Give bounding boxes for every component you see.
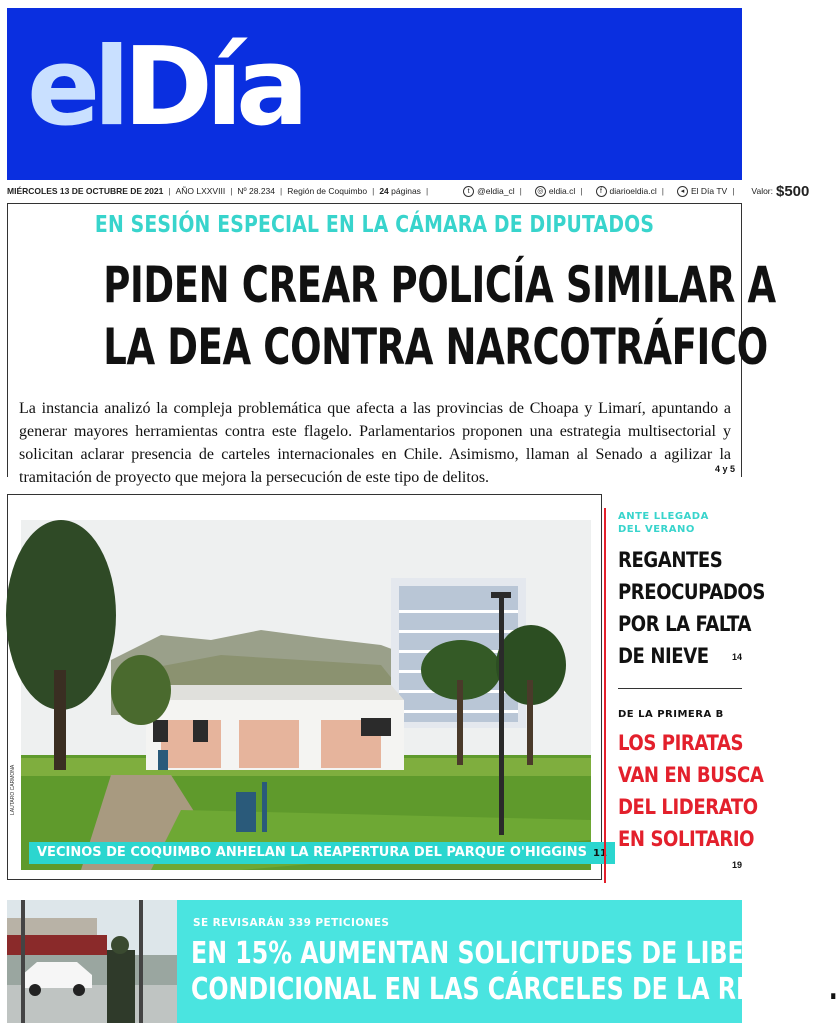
photo-story[interactable] [7, 494, 607, 880]
masthead [7, 8, 742, 180]
bottom-title-line-1: EN 15% AUMENTAN SOLICITUDES DE LIBERTAD [191, 936, 814, 971]
sidebar-title-2c: DEL LIDERATO [618, 795, 758, 819]
headline-line-1: PIDEN CREAR POLICÍA SIMILAR A [103, 256, 776, 314]
sidebar-title-1a: REGANTES [618, 548, 723, 572]
sidebar-kicker-2: DE LA PRIMERA B [618, 709, 724, 720]
lead-body: La instancia analizó la compleja problemática que afecta a las provincias de Choapa y Limarí, apuntando a generar mayores herramientas contra este flagelo. Parlamentarios proponen una estrategia multisectorial y solicitan aclarar presencia de carteles internacionales en Chile. Asimismo, llaman al Senado a agilizar la tramitación de proyecto que mejora la persecución de este tipo de delitos. [19, 400, 731, 486]
photo-caption-page: 11 [593, 848, 607, 859]
bottom-title-line-2-text: CONDICIONAL EN LAS CÁRCELES DE LA REGIÓN [191, 972, 821, 1007]
newspaper-logo[interactable] [27, 25, 302, 150]
lead-pages-ref: 4 y 5 [714, 464, 735, 474]
logo-el: el [27, 25, 124, 150]
twitter-icon: t [463, 186, 474, 197]
facebook-icon: f [596, 186, 607, 197]
photo-caption-text: VECINOS DE COQUIMBO ANHELAN LA REAPERTURA DEL PARQUE O'HIGGINS [37, 845, 587, 860]
sidebar-story-piratas[interactable] [618, 708, 787, 873]
sidebar-page-2: 19 [731, 860, 742, 870]
pages-count: 24 [379, 186, 389, 196]
prison-photo [7, 900, 177, 1023]
facebook-link[interactable] [596, 186, 657, 197]
sidebar-divider [618, 688, 742, 689]
bottom-story[interactable] [7, 900, 838, 1023]
price-label: Valor: [751, 186, 773, 196]
speaker-icon: ◂ [677, 186, 688, 197]
edition-region: Región de Coquimbo [287, 186, 368, 196]
sidebar-title-1c: POR LA FALTA [618, 612, 752, 636]
sidebar-kicker-1a: ANTE LLEGADA [618, 511, 709, 522]
sidebar-title-2b: VAN EN BUSCA [618, 763, 764, 787]
sidebar-kicker-1b: DEL VERANO [618, 524, 695, 535]
photo-credit: LAUTARO CARMONA [10, 764, 16, 815]
edition-date: MIÉRCOLES 13 DE OCTUBRE DE 2021 [7, 186, 164, 196]
pages-label: páginas [391, 186, 421, 196]
lead-kicker: EN SESIÓN ESPECIAL EN LA CÁMARA DE DIPUTADOS [94, 212, 655, 238]
sidebar-title-2d: EN SOLITARIO [618, 827, 755, 851]
headline-line-2: LA DEA CONTRA NARCOTRÁFICO [103, 318, 768, 376]
bottom-title-line-2: CONDICIONAL EN LAS CÁRCELES DE LA REGIÓN . [191, 972, 838, 1007]
sidebar-page-1: 14 [731, 652, 742, 662]
price: $500 [776, 182, 810, 200]
twitter-link[interactable] [463, 186, 514, 197]
instagram-handle: eldia.cl [548, 186, 576, 196]
park-photo [21, 520, 607, 870]
lead-headline[interactable] [8, 254, 776, 378]
twitter-handle: @eldia_cl [477, 186, 515, 196]
edition-year: AÑO LXXVIII [175, 186, 226, 196]
edition-number: Nº 28.234 [237, 186, 276, 196]
edition-info-bar: MIÉRCOLES 13 DE OCTUBRE DE 2021 | AÑO LXXVIII | Nº 28.234 | Región de Coquimbo | 24 páginas | t @eldia_cl | ◎ eldia.cl | f diarioeldia.cl | ◂ El Día TV | Valor: $500 [7, 182, 810, 200]
facebook-handle: diarioeldia.cl [609, 186, 657, 196]
logo-dia: Día [123, 25, 302, 150]
bottom-kicker: SE REVISARÁN 339 PETICIONES [193, 917, 390, 929]
tv-link[interactable] [677, 186, 727, 197]
bottom-title [191, 936, 838, 1008]
sidebar-title-1b: PREOCUPADOS [618, 580, 765, 604]
sidebar-story-regantes[interactable] [618, 510, 789, 672]
park-photo-illustration [21, 520, 591, 870]
tv-handle: El Día TV [690, 186, 728, 196]
instagram-link[interactable] [535, 186, 575, 197]
photo-caption[interactable] [29, 842, 615, 864]
instagram-icon: ◎ [535, 186, 546, 197]
prison-photo-illustration [7, 900, 177, 1023]
sidebar [604, 508, 765, 883]
sidebar-title-1d: DE NIEVE [618, 644, 709, 668]
sidebar-title-2a: LOS PIRATAS [618, 731, 744, 755]
lead-story[interactable] [7, 203, 776, 486]
